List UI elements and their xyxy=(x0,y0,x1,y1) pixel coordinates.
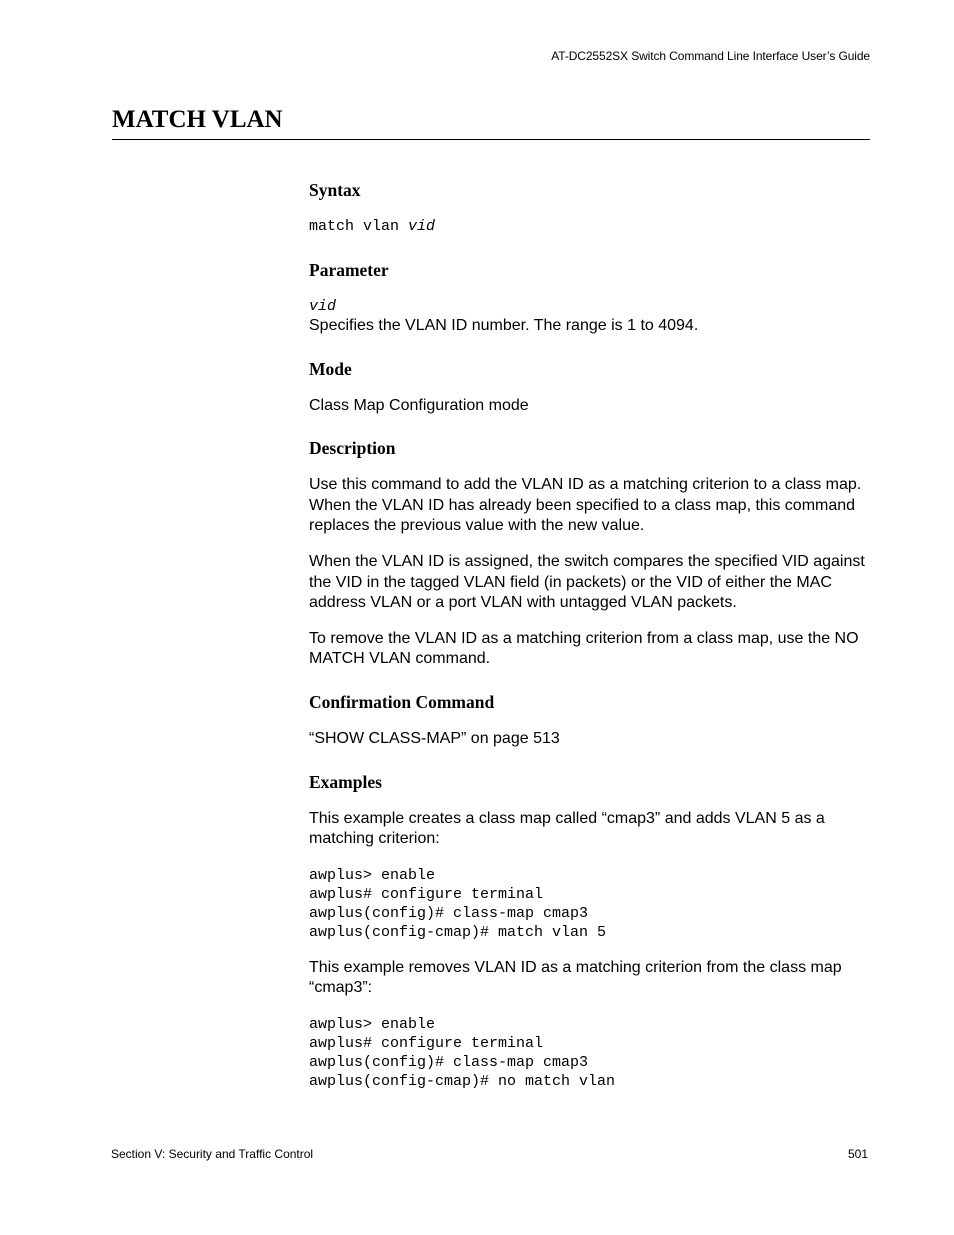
code-line: awplus> enable xyxy=(309,866,436,884)
footer-section: Section V: Security and Traffic Control xyxy=(111,1147,314,1161)
syntax-heading: Syntax xyxy=(309,180,361,200)
syntax-line xyxy=(309,217,871,236)
confirmation-link[interactable]: “SHOW CLASS-MAP” on page 513 xyxy=(309,729,560,747)
parameter-description: Specifies the VLAN ID number. The range is 1 to 4094. xyxy=(309,317,699,334)
page-title: MATCH VLAN xyxy=(112,106,283,133)
title-divider xyxy=(112,139,870,140)
description-paragraph: To remove the VLAN ID as a matching criterion from a class map, use the NO MATCH VLAN command. xyxy=(309,629,859,668)
code-line: awplus(config-cmap)# no match vlan xyxy=(309,1072,616,1090)
code-block xyxy=(309,1015,871,1091)
code-block xyxy=(309,866,871,942)
code-line: awplus# configure terminal xyxy=(309,1034,544,1052)
description-heading: Description xyxy=(309,438,396,459)
code-line: awplus> enable xyxy=(309,1015,436,1033)
example-intro: This example creates a class map called “cmap3” and adds VLAN 5 as a matching criterion: xyxy=(309,809,825,848)
syntax-command: match vlan xyxy=(309,218,409,235)
main-content xyxy=(309,178,871,1091)
code-line: awplus(config-cmap)# match vlan 5 xyxy=(309,923,607,941)
examples-heading: Examples xyxy=(309,771,382,792)
description-paragraph: When the VLAN ID is assigned, the switch compares the specified VID against the VID in the tagged VLAN field (in packets) or the VID of either the MAC address VLAN or a port VLAN with untagged VLAN packets. xyxy=(309,552,865,612)
parameter-heading: Parameter xyxy=(309,260,389,280)
running-header: AT-DC2552SX Switch Command Line Interface User’s Guide xyxy=(551,49,870,63)
code-line: awplus# configure terminal xyxy=(309,885,544,903)
example-intro: This example removes VLAN ID as a matching criterion from the class map “cmap3”: xyxy=(309,958,842,997)
mode-heading: Mode xyxy=(309,358,352,379)
description-paragraph: Use this command to add the VLAN ID as a matching criterion to a class map. When the VLAN ID has already been specified to a class map, this command replaces the previous value with the new value. xyxy=(309,476,862,535)
code-line: awplus(config)# class-map cmap3 xyxy=(309,1053,589,1071)
mode-text: Class Map Configuration mode xyxy=(309,396,529,414)
code-line: awplus(config)# class-map cmap3 xyxy=(309,904,589,922)
parameter-name: vid xyxy=(309,298,337,315)
page-number: 501 xyxy=(847,1147,868,1161)
syntax-argument: vid xyxy=(408,218,436,235)
confirmation-heading: Confirmation Command xyxy=(309,691,495,712)
